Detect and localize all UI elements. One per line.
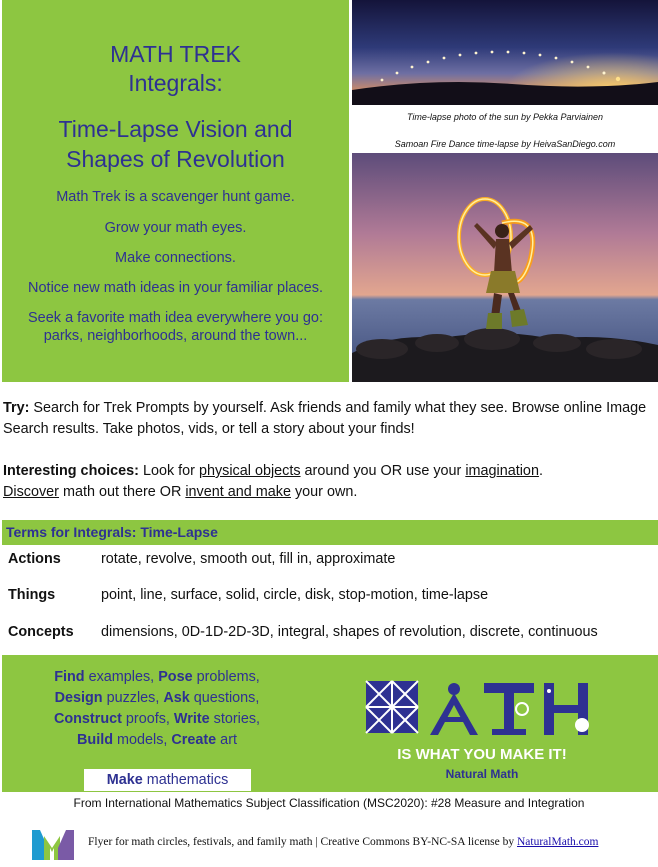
footer-text: Flyer for math circles, festivals, and family math | Creative Commons BY-NC-SA license by xyxy=(88,836,517,848)
make-mathematics-box xyxy=(84,769,251,791)
term-key: Concepts xyxy=(8,624,74,640)
term-value: point, line, surface, solid, circle, disk, stop-motion, time-lapse xyxy=(101,587,489,603)
intro-line: Grow your math eyes. xyxy=(104,220,247,236)
activities-list xyxy=(20,667,294,751)
terms-heading-bar xyxy=(2,520,658,545)
choices-text: Look for xyxy=(138,463,199,479)
choices-text: math out there OR xyxy=(58,484,186,500)
intro-line: Seek a favorite math idea everywhere you go: xyxy=(28,310,323,326)
natural-math-logo-icon xyxy=(30,826,76,862)
t-letter-microscope-icon xyxy=(484,683,534,735)
activity-verb: Find xyxy=(54,669,85,685)
choices-label: Interesting choices: xyxy=(3,463,139,479)
activity-text: stories, xyxy=(209,711,261,727)
page-subtitle xyxy=(2,114,349,174)
math-is-what-you-make-it-logo xyxy=(364,679,634,789)
physical-objects-term: physical objects xyxy=(198,463,301,479)
footer-line xyxy=(88,836,598,848)
subtitle-line-2: Shapes of Revolution xyxy=(66,146,285,172)
title-line-2: Integrals: xyxy=(128,70,223,96)
naturalmath-link[interactable]: NaturalMath.com xyxy=(517,836,599,848)
activity-line xyxy=(20,667,294,688)
try-label: Try: xyxy=(3,400,30,416)
choices-text: around you OR use your xyxy=(300,463,466,479)
sun-photo-caption: Time-lapse photo of the sun by Pekka Parviainen xyxy=(406,112,604,122)
terms-heading: Terms for Integrals: Time-Lapse xyxy=(6,524,218,540)
choices-text: your own. xyxy=(290,484,358,500)
activity-text: examples, xyxy=(84,669,159,685)
activity-text: models, xyxy=(113,732,172,748)
fire-photo-image xyxy=(352,153,658,382)
choices-text: . xyxy=(538,463,543,479)
intro-line: Notice new math ideas in your familiar places. xyxy=(28,280,323,296)
term-value: dimensions, 0D-1D-2D-3D, integral, shapes of revolution, discrete, continuous xyxy=(101,624,598,640)
term-key: Things xyxy=(8,587,56,603)
activity-verb: Ask xyxy=(163,690,190,706)
term-key: Actions xyxy=(8,551,61,567)
a-letter-compass-icon xyxy=(430,683,478,735)
fire-photo-caption: Samoan Fire Dance time-lapse by HeivaSanDiego.com xyxy=(394,139,616,149)
activity-text: questions, xyxy=(189,690,260,706)
sun-timelapse-photo xyxy=(352,0,658,105)
intro-line: Math Trek is a scavenger hunt game. xyxy=(56,189,295,205)
msc-classification: From International Mathematics Subject Classification (MSC2020): #28 Measure and Integration xyxy=(73,796,585,810)
activity-verb: Write xyxy=(173,711,210,727)
activity-text: problems, xyxy=(192,669,260,685)
page-title xyxy=(2,40,349,98)
term-value: rotate, revolve, smooth out, fill in, approximate xyxy=(101,551,396,567)
subtitle-line-1: Time-Lapse Vision and xyxy=(58,116,293,142)
sun-photo-image xyxy=(352,0,658,105)
try-paragraph xyxy=(3,398,653,440)
activity-line xyxy=(20,688,294,709)
fire-dance-photo xyxy=(352,153,658,382)
try-text: Search for Trek Prompts by yourself. Ask friends and family what they see. Browse online Image Search results. Take photos, vids, or tell a story about your finds! xyxy=(3,400,647,437)
activity-verb: Design xyxy=(54,690,103,706)
m-letter-icon xyxy=(366,681,418,733)
title-line-1: MATH TREK xyxy=(110,41,241,67)
activity-text: art xyxy=(216,732,237,748)
activity-verb: Construct xyxy=(53,711,122,727)
make-verb: Make xyxy=(106,772,143,788)
title-panel xyxy=(2,0,349,382)
choices-paragraph xyxy=(3,461,653,503)
intro-line: Make connections. xyxy=(115,250,236,266)
activities-panel xyxy=(2,655,658,792)
intro-line: parks, neighborhoods, around the town... xyxy=(43,328,308,344)
activity-verb: Build xyxy=(77,732,113,748)
imagination-term: imagination xyxy=(465,463,539,479)
make-text: mathematics xyxy=(142,772,229,788)
activity-text: proofs, xyxy=(121,711,174,727)
discover-term: Discover xyxy=(3,484,59,500)
logo-tagline: IS WHAT YOU MAKE IT! xyxy=(397,746,567,763)
activity-verb: Create xyxy=(171,732,217,748)
activity-text: puzzles, xyxy=(102,690,164,706)
activity-verb: Pose xyxy=(158,669,193,685)
logo-brand: Natural Math xyxy=(445,767,519,781)
h-letter-tools-icon xyxy=(544,683,589,735)
invent-and-make-term: invent and make xyxy=(185,484,291,500)
activity-line xyxy=(20,709,294,730)
activity-line xyxy=(20,730,294,751)
